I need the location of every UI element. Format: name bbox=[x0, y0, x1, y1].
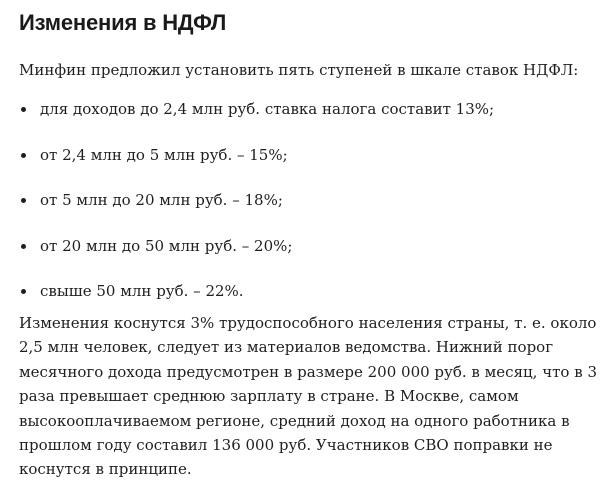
paragraph-line: прошлом году составил 136 000 руб. Участников СВО поправки не bbox=[19, 436, 553, 455]
body-paragraph bbox=[19, 311, 597, 482]
paragraph-line: раза превышает среднюю зарплату в стране. В Москве, самом bbox=[19, 387, 519, 406]
paragraph-line: 2,5 млн человек, следует из материалов ведомства. Нижний порог bbox=[19, 338, 554, 357]
list-item-text: для доходов до 2,4 млн руб. ставка налога составит 13%; bbox=[40, 100, 495, 118]
list-item-text: свыше 50 млн руб. – 22%. bbox=[40, 282, 244, 300]
paragraph-line: коснутся в принципе. bbox=[19, 460, 192, 479]
paragraph-line: Изменения коснутся 3% трудоспособного населения страны, т. е. около bbox=[19, 314, 597, 332]
list-item-text: от 2,4 млн до 5 млн руб. – 15%; bbox=[40, 145, 288, 164]
paragraph-line: месячного дохода предусмотрен в размере 200 000 руб. в месяц, что в 3 bbox=[19, 362, 597, 381]
paragraph-line: высокооплачиваемом регионе, средний доход на одного работника в bbox=[19, 411, 570, 430]
bullet-icon bbox=[21, 198, 26, 203]
bullet-icon bbox=[21, 107, 26, 112]
list-item-text: от 20 млн до 50 млн руб. – 20%; bbox=[40, 236, 293, 255]
list-item-text: от 5 млн до 20 млн руб. – 18%; bbox=[40, 191, 283, 209]
lead-paragraph: Минфин предложил установить пять ступеней в шкале ставок НДФЛ: bbox=[19, 61, 579, 79]
bullet-icon bbox=[21, 289, 26, 294]
article-heading: Изменения в НДФЛ bbox=[19, 10, 227, 35]
bullet-icon bbox=[21, 244, 26, 249]
bullet-icon bbox=[21, 153, 26, 158]
